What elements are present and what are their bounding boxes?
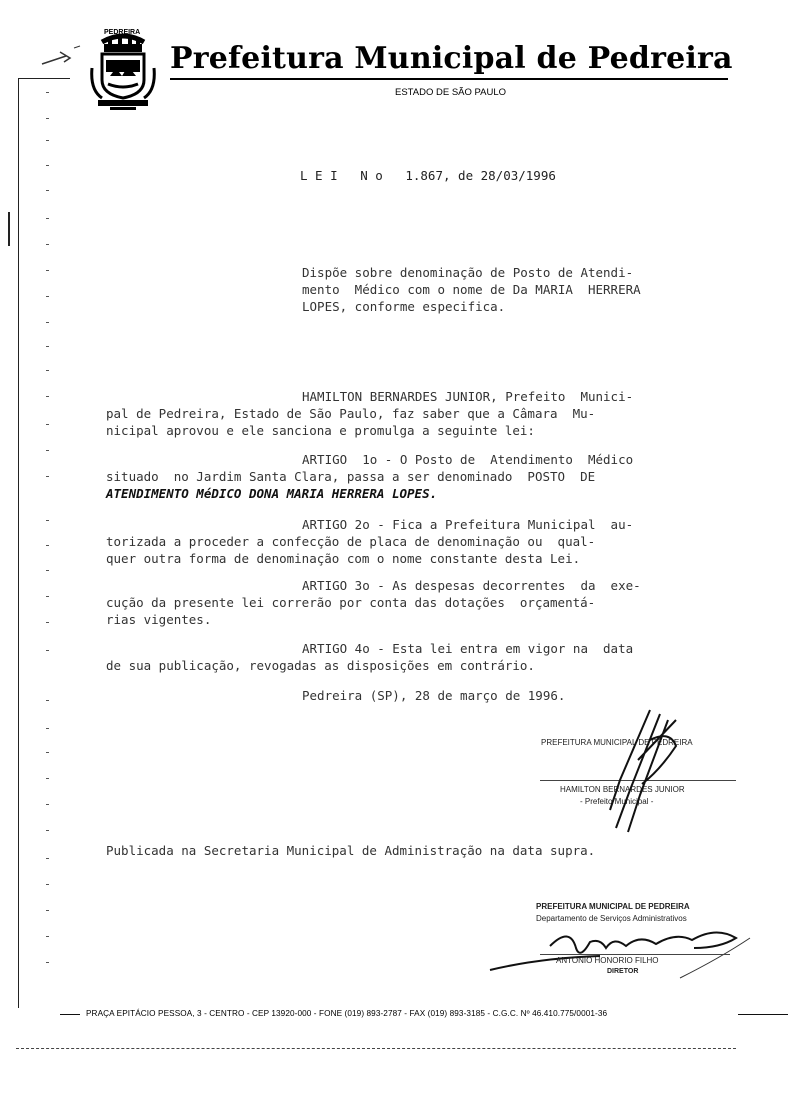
article-line: ARTIGO 1o - O Posto de Atendimento Médico [302, 452, 634, 467]
article-line: ATENDIMENTO MéDICO DONA MARIA HERRERA LOPES. [106, 486, 438, 501]
intro-line: pal de Pedreira, Estado de São Paulo, faz saber que a Câmara Mu- [106, 406, 596, 421]
city-crest [88, 28, 158, 112]
scribble-mark [40, 44, 84, 70]
footer-right-rule [738, 1014, 788, 1015]
article-line: situado no Jardim Santa Clara, passa a ser denominado POSTO DE [106, 469, 596, 484]
signature-1-handwriting [580, 700, 690, 840]
article-line: de sua publicação, revogadas as disposições em contrário. [106, 658, 535, 673]
signature-2-stamp: PREFEITURA MUNICIPAL DE PEDREIRA [536, 902, 690, 911]
article-line: cução da presente lei correrão por conta das dotações orçamentá- [106, 595, 596, 610]
crest-icon [88, 28, 158, 112]
left-margin-line [18, 78, 19, 1008]
signature-2-role: DIRETOR [607, 968, 639, 975]
bottom-dashed-line [16, 1048, 736, 1049]
published-note: Publicada na Secretaria Municipal de Administração na data supra. [106, 843, 596, 858]
law-heading: L E I N o 1.867, de 28/03/1996 [300, 168, 556, 183]
article-line: ARTIGO 2o - Fica a Prefeitura Municipal au- [302, 517, 634, 532]
article-line: rias vigentes. [106, 612, 212, 627]
crest-lettering: PEDREIRA [104, 29, 141, 36]
footer-left-rule [60, 1014, 80, 1015]
header-rule [170, 78, 728, 80]
intro-line: HAMILTON BERNARDES JUNIOR, Prefeito Munici- [302, 389, 634, 404]
article-2 [106, 516, 633, 567]
signature-2-rule [540, 954, 730, 955]
binding-mark [8, 212, 10, 246]
summary-line: LOPES, conforme especifica. [302, 299, 506, 314]
intro-paragraph [106, 388, 633, 439]
signature-2-department: Departamento de Serviços Administrativos [536, 914, 687, 923]
article-line: torizada a proceder a confecção de placa de denominação ou qual- [106, 534, 596, 549]
header-subtitle: ESTADO DE SÃO PAULO [395, 87, 507, 98]
signature-1-name: HAMILTON BERNARDES JUNIOR [560, 785, 685, 794]
article-4 [106, 640, 633, 674]
article-1 [106, 451, 633, 502]
left-top-rule [18, 78, 70, 79]
signature-1-role: - Prefeito Municipal - [580, 797, 654, 806]
summary-line: Dispõe sobre denominação de Posto de Atendi- [302, 265, 634, 280]
intro-line: nicipal aprovou e ele sanciona e promulga a seguinte lei: [106, 423, 535, 438]
signature-1-stamp: PREFEITURA MUNICIPAL DE PEDREIRA [541, 738, 693, 747]
article-line: ARTIGO 3o - As despesas decorrentes da exe- [302, 578, 641, 593]
footer-address: PRAÇA EPITÁCIO PESSOA, 3 - CENTRO - CEP 13920-000 - FONE (019) 893-2787 - FAX (019) 893-3185 - C.G.C. Nº 46.410.775/0001-36 [86, 1009, 608, 1018]
header-title: Prefeitura Municipal de Pedreira [170, 41, 733, 76]
signature-2-name: ANTONIO HONORIO FILHO [556, 956, 659, 965]
signature-2-handwriting [480, 918, 760, 988]
law-summary [302, 264, 641, 315]
article-line: ARTIGO 4o - Esta lei entra em vigor na data [302, 641, 634, 656]
summary-line: mento Médico com o nome de Da MARIA HERRERA [302, 282, 641, 297]
place-date: Pedreira (SP), 28 de março de 1996. [302, 688, 566, 703]
article-line: quer outra forma de denominação com o nome constante desta Lei. [106, 551, 581, 566]
article-3 [106, 577, 641, 628]
